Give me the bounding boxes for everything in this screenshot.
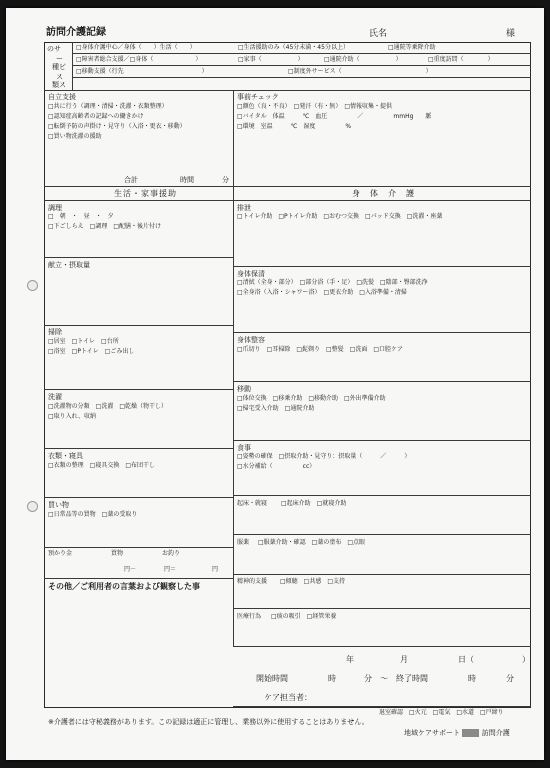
wake-sleep-item[interactable]: □起床介助 □就寝介助 bbox=[281, 500, 347, 507]
binder-hole-top bbox=[27, 280, 38, 291]
day-label: 日（ ） bbox=[458, 655, 530, 664]
independence-item[interactable]: □認知症高齢者の記録への働きかけ bbox=[48, 113, 144, 120]
medical-item[interactable]: □痰の吸引 □経管栄養 bbox=[271, 613, 337, 620]
precheck-title: 事前チェック bbox=[237, 93, 279, 101]
cleaning-item[interactable]: □居室 □トイレ □台所 bbox=[48, 338, 119, 345]
redacted-block: ■■ bbox=[464, 729, 478, 737]
yen-result: 円 bbox=[212, 566, 219, 573]
independence-item[interactable]: □共に行う（調理・清掃・洗濯・衣類整理） bbox=[48, 103, 168, 110]
service-type-label-4: ス bbox=[56, 73, 63, 81]
honorific-label: 様 bbox=[506, 29, 516, 39]
excretion-title: 排泄 bbox=[237, 204, 251, 212]
service-option[interactable]: □制度外サービス（ ） bbox=[288, 68, 432, 75]
service-option[interactable]: □通院介助（ ） bbox=[324, 56, 402, 63]
excretion-item[interactable]: □トイレ介助 □Pトイレ介助 □おむつ交換 □パッド交換 □洗濯・座薬 bbox=[237, 213, 443, 220]
clothing-item[interactable]: □衣類の整理 □寝具交換 □布団干し bbox=[48, 462, 156, 469]
laundry-item[interactable]: □洗濯物の分類 □洗濯 □乾燥（物干し） bbox=[48, 403, 168, 410]
mobility-item[interactable]: □体位交換 □移乗介助 □移動介助 □外出準備介助 bbox=[237, 395, 386, 402]
month-label: 月 bbox=[400, 655, 408, 664]
service-option[interactable]: □移動支援（行先 ） bbox=[76, 68, 208, 75]
life-support-header: 生活・家事援助 bbox=[114, 189, 177, 198]
cleaning-title: 掃除 bbox=[48, 328, 62, 336]
independence-item[interactable]: □転倒予防の声掛け・見守り（入浴・更衣・移動） bbox=[48, 123, 186, 130]
grooming-title: 身体整容 bbox=[237, 336, 265, 344]
hours-label: 時間 bbox=[180, 176, 194, 184]
service-option[interactable]: □家事（ ） bbox=[238, 56, 304, 63]
hygiene-item[interactable]: □清拭（全身・部分） □部分浴（手・足） □洗髪 □陰部・臀部洗浄 bbox=[237, 279, 428, 286]
company-name-text: 地域ケアサポート bbox=[404, 729, 460, 737]
wake-sleep-title: 起床・就寝 bbox=[237, 500, 268, 507]
year-label: 年 bbox=[346, 655, 354, 664]
cooking-item[interactable]: □下ごしらえ □調理 □配膳・後片付け bbox=[48, 223, 162, 230]
meal-title: 食事 bbox=[237, 444, 251, 452]
end-hour-label: 時 bbox=[468, 674, 476, 683]
service-option[interactable]: □障害者総合支援／□身体（ ） bbox=[76, 56, 202, 63]
confidentiality-note: ※介護者には守秘義務があります。この記録は適正に管理し、業務以外に使用することはありません。 bbox=[48, 718, 369, 726]
cooking-title: 調理 bbox=[48, 204, 62, 212]
care-staff-label: ケア担当者： bbox=[264, 693, 312, 702]
end-minute-label: 分 bbox=[506, 674, 514, 683]
medical-title: 医療行為 bbox=[237, 613, 262, 620]
meal-item[interactable]: □姿勢の確保 □摂取介助・見守り：摂取量（ ／ ） bbox=[237, 453, 411, 460]
meal-item[interactable]: □水分補給（ cc） bbox=[237, 463, 316, 470]
menu-intake-title: 献立・摂取量 bbox=[48, 261, 90, 269]
record-sheet bbox=[6, 8, 544, 760]
change-label: お釣り bbox=[162, 550, 181, 557]
start-time-label: 開始時間 bbox=[256, 674, 288, 683]
medication-title: 服薬 bbox=[237, 539, 250, 546]
form-title: 訪問介護記録 bbox=[46, 27, 106, 38]
precheck-row[interactable]: □顔色（良・不良） □発汗（有・無） □情報収集・提供 bbox=[237, 103, 393, 110]
exit-check[interactable]: 退室確認 □火元 □電気 □水道 □戸締り bbox=[379, 709, 504, 716]
laundry-item[interactable]: □取り入れ、収納 bbox=[48, 413, 97, 420]
cleaning-item[interactable]: □浴室 □Pトイレ □ごみ出し bbox=[48, 348, 135, 355]
service-option[interactable]: □身体介護中心／身体（ ）生活（ ） bbox=[76, 44, 196, 51]
service-type-label-3: 種ビ bbox=[52, 63, 66, 71]
name-label: 氏名 bbox=[369, 29, 388, 39]
observation-title: その他／ご利用者の言葉および観察した事 bbox=[48, 582, 200, 591]
grooming-item[interactable]: □爪切り □耳掃除 □髭剃り □整髪 □洗面 □口腔ケア bbox=[237, 346, 404, 353]
service-option[interactable]: □重度訪問（ ） bbox=[428, 56, 494, 63]
total-label: 合計 bbox=[124, 176, 138, 184]
purchase-label: 買物 bbox=[111, 550, 124, 557]
deposit-label: 預かり金 bbox=[48, 550, 73, 557]
service-type-label-1: のサ bbox=[47, 45, 61, 53]
hygiene-item[interactable]: □全身浴（入浴・シャワー浴） □更衣介助 □入浴準備・清掃 bbox=[237, 289, 407, 296]
precheck-row[interactable]: □環境 室温 ℃ 湿度 % bbox=[237, 123, 352, 130]
service-type-label-2: ー bbox=[56, 55, 63, 63]
cooking-item[interactable]: □ 朝 ・ 昼 ・ 夕 bbox=[48, 213, 114, 220]
medication-item[interactable]: □服薬介助・確認 □薬の塗布 □点眼 bbox=[258, 539, 366, 546]
service-option[interactable]: □生活援助のみ（45分未満・45分以上） bbox=[238, 44, 349, 51]
laundry-title: 洗濯 bbox=[48, 393, 62, 401]
yen-equals: 円＝ bbox=[164, 566, 177, 573]
hygiene-title: 身体保清 bbox=[237, 270, 265, 278]
end-time-label: 分 〜 終了時間 bbox=[364, 674, 428, 683]
precheck-row[interactable]: □バイタル 体温 ℃ 血圧 ／ mmHg 脈 bbox=[237, 113, 432, 120]
physical-care-header: 身 体 介 護 bbox=[352, 189, 415, 198]
service-option[interactable]: □通院等乗降介助 bbox=[388, 44, 436, 51]
mobility-item[interactable]: □掃宅受入介助 □通院介助 bbox=[237, 405, 315, 412]
shopping-item[interactable]: □日常品等の買物 □薬の受取り bbox=[48, 511, 138, 518]
binder-hole-bottom bbox=[27, 501, 38, 512]
start-hour-label: 時 bbox=[328, 674, 336, 683]
mental-support-item[interactable]: □傾聴 □共感 □支持 bbox=[280, 578, 346, 585]
company-name bbox=[404, 730, 510, 737]
service-type-label-5: 類ス bbox=[52, 81, 66, 89]
mental-support-title: 精神的支援 bbox=[237, 578, 268, 585]
independence-item[interactable]: □買い物洗濯の援助 bbox=[48, 133, 102, 140]
independence-title: 自立支援 bbox=[48, 93, 76, 101]
mobility-title: 移動 bbox=[237, 385, 251, 393]
minutes-label: 分 bbox=[222, 176, 229, 184]
yen-minus: 円－ bbox=[124, 566, 137, 573]
clothing-title: 衣類・寝具 bbox=[48, 452, 83, 460]
company-service-text: 訪問介護 bbox=[481, 729, 510, 737]
shopping-title: 買い物 bbox=[48, 501, 69, 509]
